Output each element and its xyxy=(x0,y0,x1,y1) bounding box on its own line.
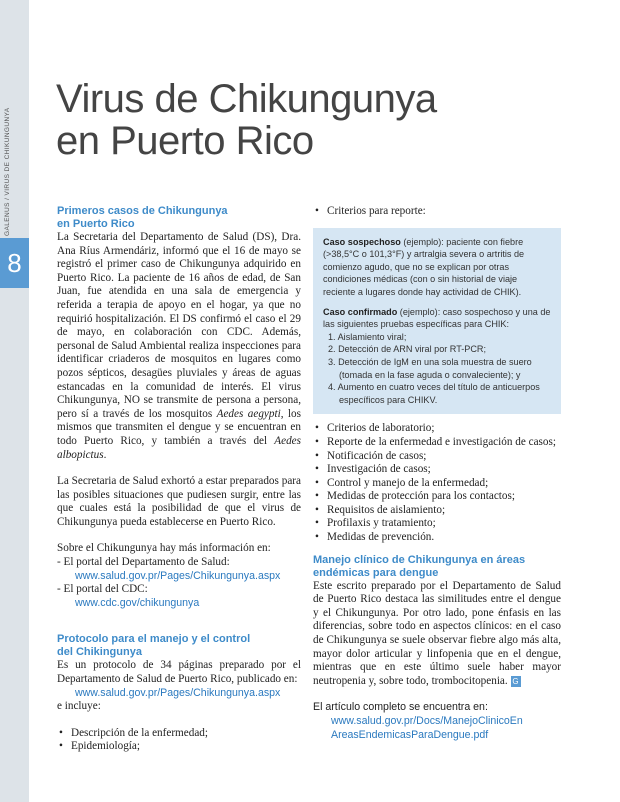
section-heading-protocolo xyxy=(57,633,301,659)
paragraph-exhort: La Secretaria de Salud exhortó a estar preparados para las posibles situaciones que pudiesen surgir, entre las que cuales está la posibilidad de que el virus de Chikungunya pueda establecerse en Puerto Rico. xyxy=(57,475,301,528)
portal-cdc-label: - El portal del CDC: xyxy=(57,583,148,596)
list-item: 4. Aumento en cuatro veces del título de anticuerpos específicos para CHIKV. xyxy=(328,382,540,405)
right-column xyxy=(313,205,561,742)
list-item: 2. Detección de ARN viral por RT-PCR; xyxy=(328,344,487,355)
heading-line: del Chikingunya xyxy=(57,646,142,659)
link-protocolo[interactable]: www.salud.gov.pr/Pages/Chikungunya.aspx xyxy=(75,686,281,699)
text-run: Este escrito preparado por el Departamento de Salud de Puerto Rico destaca las similitudes entre el dengue y el Chikungunya. Por otro lado, pone énfasis en las diferencias, sobre todo en aspectos clínicos: en el caso de Chikungunya se suele observar fiebre algo más alta, mayor dolor articular y linfopenia que en el dengue, mientras que en este último suele haber mayor neutropenia y, sobre todo, trombocitopenia. xyxy=(313,579,561,687)
list-item: • Criterios para reporte: xyxy=(313,205,561,219)
list-item: • Reporte de la enfermedad e investigación de casos; xyxy=(313,436,561,450)
heading-line: Primeros casos de Chikungunya xyxy=(57,205,228,217)
info-intro: Sobre el Chikungunya hay más información en: xyxy=(57,542,271,555)
protocol-contents-list xyxy=(57,727,301,754)
link-manejo-clinico[interactable] xyxy=(313,715,561,742)
includes-label: e incluye: xyxy=(57,700,101,713)
list-item: • Medidas de protección para los contactos; xyxy=(313,490,561,504)
text-run: La Secretaria del Departamento de Salud (DS), Dra. Ana Ríus Armendáriz, informó que el 16 de mayo se registró el primer caso de Chikungunya adquirido en Puerto Rico. La paciente de 16 años de edad, de San Juan, fue atendida en una sala de emergencia y referida a terapia de apoyo en el hogar, ya que no requirió hospitalización. El DS confirmó el caso el 29 de mayo, en colaboración con CDC. Además, personal de Salud Ambiental realiza inspecciones para identificar criaderos de mosquitos en lugares como pozos sépticos, desagües pluviales y áreas de aguas estancadas en la comunidad de interés. El virus Chikungunya, NO se transmite de persona a persona, pero sí a través de los mosquitos xyxy=(57,231,301,420)
species-name: Aedes albopictus xyxy=(57,434,301,461)
list-item: • Investigación de casos; xyxy=(313,463,561,477)
list-item: • Descripción de la enfermedad; xyxy=(57,727,301,741)
running-head: GALENUS / VIRUS DE CHIKUNGUNYA xyxy=(4,107,11,236)
list-item: 1. Aislamiento viral; xyxy=(328,331,407,342)
list-item: • Notificación de casos; xyxy=(313,450,561,464)
list-item: • Medidas de prevención. xyxy=(313,531,561,545)
heading-line: Manejo clínico de Chikungunya en áreas xyxy=(313,553,526,566)
paragraph-protocolo: Es un protocolo de 34 páginas preparado por el Departamento de Salud de Puerto Rico, publicado en: xyxy=(57,659,301,686)
confirmed-case xyxy=(323,306,551,331)
text-run: , los mismos que transmiten el dengue y se encuentran en todo Puerto Rico, y también a través del xyxy=(57,407,301,447)
list-item: • Criterios de laboratorio; xyxy=(313,422,561,436)
list-item: • Requisitos de aislamiento; xyxy=(313,504,561,518)
criteria-intro-list xyxy=(313,205,561,219)
section-heading-manejo-clinico xyxy=(313,554,561,580)
heading-line: endémicas para dengue xyxy=(313,566,439,579)
criteria-list xyxy=(313,422,561,544)
link-salud[interactable]: www.salud.gov.pr/Pages/Chikungunya.aspx xyxy=(75,569,281,582)
case-definition-box xyxy=(313,228,561,415)
link-line[interactable]: AreasEndemicasParaDengue.pdf xyxy=(331,728,489,741)
article-title xyxy=(56,78,437,162)
list-item: • Epidemiología; xyxy=(57,740,301,754)
list-item: • Control y manejo de la enfermedad; xyxy=(313,477,561,491)
end-mark-icon: G xyxy=(512,676,519,686)
heading-line: en Puerto Rico xyxy=(57,218,135,230)
species-name: Aedes aegypti xyxy=(216,407,281,420)
suspect-case-label: Caso sospechoso xyxy=(323,236,401,247)
left-column xyxy=(57,205,301,754)
link-cdc[interactable]: www.cdc.gov/chikungunya xyxy=(75,596,200,609)
confirmed-case-text: (ejemplo): caso sospechoso y una de las siguientes pruebas específicas para CHIK: xyxy=(323,306,551,330)
portal-ds-label: - El portal del Departamento de Salud: xyxy=(57,556,230,569)
suspect-case-text: (ejemplo): paciente con fiebre (>38,5°C o 101,3°F) y artralgia severa o artritis de comienzo agudo, que no se explican por otras condiciones médicas (con o sin historial de viaje reciente a lugares donde hay actividad de CHIK). xyxy=(323,236,525,297)
section-heading-primeros-casos xyxy=(57,205,301,231)
link-line[interactable]: www.salud.gov.pr/Docs/ManejoClinicoEn xyxy=(331,715,523,727)
title-line-2: en Puerto Rico xyxy=(56,119,314,163)
article-intro: El artículo completo se encuentra en: xyxy=(313,701,488,714)
page-number: 8 xyxy=(0,238,29,288)
confirmed-case-label: Caso confirmado xyxy=(323,306,398,317)
paragraph-manejo xyxy=(313,580,561,689)
list-item: 3. Detección de IgM en una sola muestra de suero (tomada en la fase aguda o convaleciente); y xyxy=(328,356,532,380)
title-line-1: Virus de Chikungunya xyxy=(56,77,437,121)
heading-line: Protocolo para el manejo y el control xyxy=(57,633,251,646)
list-item: • Profilaxis y tratamiento; xyxy=(313,517,561,531)
text-run: . xyxy=(103,448,107,461)
suspect-case xyxy=(323,236,551,299)
paragraph-first-case xyxy=(57,231,301,462)
lab-tests-list xyxy=(323,331,551,407)
